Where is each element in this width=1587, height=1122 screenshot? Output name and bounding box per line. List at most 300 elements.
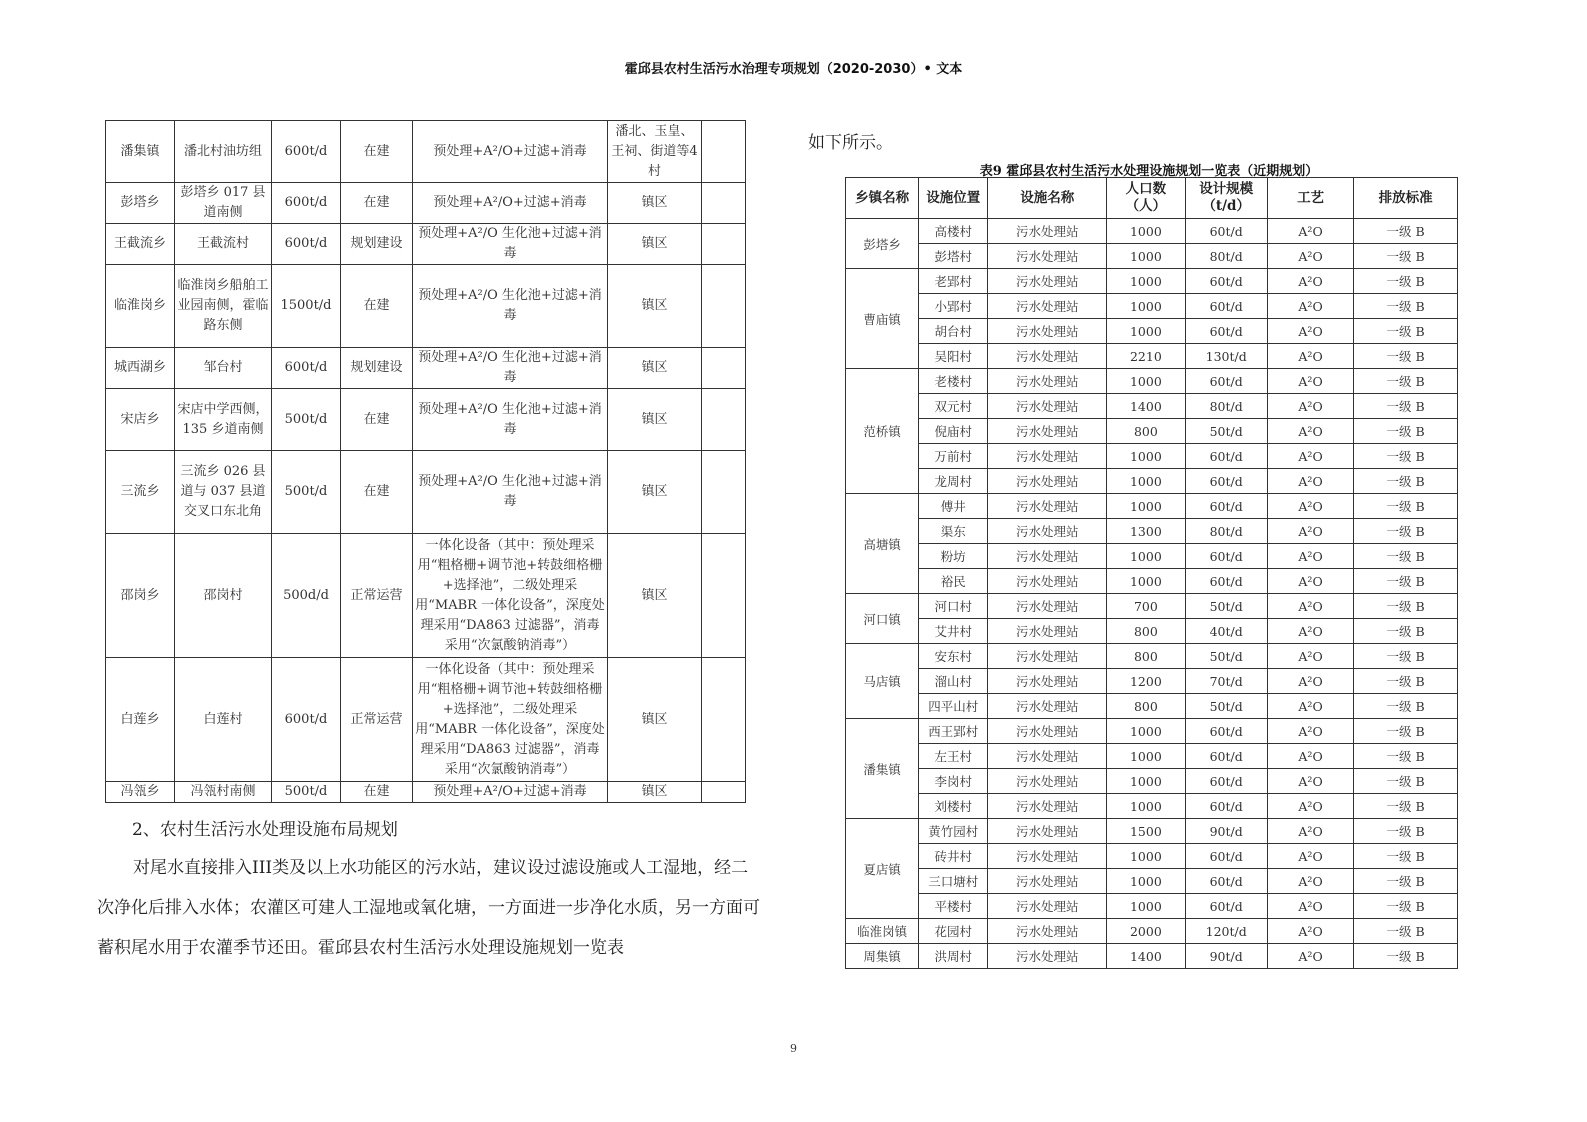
cell-capacity: 60t/d	[1185, 894, 1267, 919]
cell-population: 1000	[1107, 569, 1185, 594]
cell-process: 预处理+A²/O 生化池+过滤+消毒	[413, 265, 608, 348]
cell-facility: 污水处理站	[988, 494, 1107, 519]
cell-facility: 污水处理站	[988, 644, 1107, 669]
cell-location: 邹台村	[175, 348, 272, 389]
cell-capacity: 50t/d	[1185, 694, 1267, 719]
cell-capacity: 60t/d	[1185, 844, 1267, 869]
cell-scale: 500t/d	[272, 389, 341, 451]
cell-process: A²O	[1267, 894, 1353, 919]
cell-location: 刘楼村	[919, 794, 988, 819]
cell-town: 临淮岗乡	[106, 265, 175, 348]
body-paragraph	[97, 848, 765, 968]
cell-population: 1400	[1107, 944, 1185, 969]
table-header-row	[846, 178, 1458, 219]
cell-facility: 污水处理站	[988, 694, 1107, 719]
cell-population: 1000	[1107, 219, 1185, 244]
cell-facility: 污水处理站	[988, 794, 1107, 819]
table-row	[846, 319, 1458, 344]
cell-facility: 污水处理站	[988, 319, 1107, 344]
cell-process: 预处理+A²/O 生化池+过滤+消毒	[413, 389, 608, 451]
existing-facilities-table	[105, 120, 746, 803]
cell-blank	[702, 224, 746, 265]
cell-facility: 污水处理站	[988, 369, 1107, 394]
cell-facility: 污水处理站	[988, 344, 1107, 369]
cell-facility: 污水处理站	[988, 519, 1107, 544]
cell-town: 彭塔乡	[106, 183, 175, 224]
cell-status: 在建	[341, 782, 413, 803]
cell-location: 胡台村	[919, 319, 988, 344]
table-row	[846, 894, 1458, 919]
cell-capacity: 80t/d	[1185, 394, 1267, 419]
cell-population: 1500	[1107, 819, 1185, 844]
cell-standard: 一级 B	[1354, 944, 1458, 969]
table-row	[106, 348, 746, 389]
cell-standard: 一级 B	[1354, 344, 1458, 369]
cell-capacity: 60t/d	[1185, 444, 1267, 469]
cell-location: 万前村	[919, 444, 988, 469]
cell-status: 在建	[341, 451, 413, 534]
cell-process: A²O	[1267, 569, 1353, 594]
cell-status: 在建	[341, 265, 413, 348]
table-row	[106, 782, 746, 803]
table-row	[846, 819, 1458, 844]
cell-capacity: 60t/d	[1185, 744, 1267, 769]
cell-process: A²O	[1267, 394, 1353, 419]
cell-scale: 1500t/d	[272, 265, 341, 348]
cell-location: 小郢村	[919, 294, 988, 319]
cell-service: 镇区	[608, 389, 702, 451]
cell-population: 1000	[1107, 269, 1185, 294]
cell-location: 平楼村	[919, 894, 988, 919]
cell-standard: 一级 B	[1354, 294, 1458, 319]
cell-standard: 一级 B	[1354, 419, 1458, 444]
cell-standard: 一级 B	[1354, 494, 1458, 519]
cell-scale: 600t/d	[272, 348, 341, 389]
cell-capacity: 60t/d	[1185, 369, 1267, 394]
table-row	[846, 694, 1458, 719]
cell-location: 砖井村	[919, 844, 988, 869]
cell-standard: 一级 B	[1354, 894, 1458, 919]
cell-process: A²O	[1267, 869, 1353, 894]
cell-process: A²O	[1267, 619, 1353, 644]
cell-population: 2210	[1107, 344, 1185, 369]
table-row	[846, 344, 1458, 369]
cell-process: A²O	[1267, 269, 1353, 294]
cell-standard: 一级 B	[1354, 594, 1458, 619]
cell-facility: 污水处理站	[988, 719, 1107, 744]
cell-process: A²O	[1267, 794, 1353, 819]
cell-capacity: 60t/d	[1185, 494, 1267, 519]
cell-population: 1000	[1107, 869, 1185, 894]
cell-location: 龙周村	[919, 469, 988, 494]
cell-facility: 污水处理站	[988, 944, 1107, 969]
cell-location: 彭塔村	[919, 244, 988, 269]
table-row	[846, 569, 1458, 594]
cell-location: 粉坊	[919, 544, 988, 569]
cell-scale: 500t/d	[272, 451, 341, 534]
cell-process: A²O	[1267, 494, 1353, 519]
cell-facility: 污水处理站	[988, 294, 1107, 319]
table-row	[846, 594, 1458, 619]
cell-service: 镇区	[608, 451, 702, 534]
cell-location: 邵岗村	[175, 534, 272, 658]
cell-process: A²O	[1267, 244, 1353, 269]
cell-population: 1000	[1107, 494, 1185, 519]
cell-process: A²O	[1267, 369, 1353, 394]
cell-facility: 污水处理站	[988, 244, 1107, 269]
cell-location: 彭塔乡 017 县道南侧	[175, 183, 272, 224]
cell-standard: 一级 B	[1354, 544, 1458, 569]
cell-town: 城西湖乡	[106, 348, 175, 389]
cell-facility: 污水处理站	[988, 844, 1107, 869]
table-row	[846, 744, 1458, 769]
table-row	[846, 919, 1458, 944]
cell-capacity: 60t/d	[1185, 569, 1267, 594]
cell-location: 左王村	[919, 744, 988, 769]
cell-capacity: 50t/d	[1185, 644, 1267, 669]
cell-process: A²O	[1267, 419, 1353, 444]
cell-location: 临淮岗乡船舶工业园南侧，霍临路东侧	[175, 265, 272, 348]
intro-text: 如下所示。	[808, 133, 893, 153]
cell-town: 邵岗乡	[106, 534, 175, 658]
cell-process: 一体化设备（其中：预处理采用“粗格栅+调节池+转鼓细格栅+选择池”，二级处理采用“MABR 一体化设备”，深度处理采用“DA863 过滤器”，消毒采用“次氯酸钠消毒”）	[413, 658, 608, 782]
cell-location: 高楼村	[919, 219, 988, 244]
cell-capacity: 60t/d	[1185, 294, 1267, 319]
cell-scale: 600t/d	[272, 224, 341, 265]
cell-town: 河口镇	[846, 594, 919, 644]
cell-location: 潘北村油坊组	[175, 121, 272, 183]
cell-facility: 污水处理站	[988, 394, 1107, 419]
cell-process: A²O	[1267, 469, 1353, 494]
table-row	[106, 451, 746, 534]
table-caption: 表9 霍邱县农村生活污水处理设施规划一览表（近期规划）	[979, 164, 1319, 179]
cell-capacity: 70t/d	[1185, 669, 1267, 694]
cell-population: 1400	[1107, 394, 1185, 419]
cell-standard: 一级 B	[1354, 819, 1458, 844]
table-row	[846, 219, 1458, 244]
cell-location: 李岗村	[919, 769, 988, 794]
cell-facility: 污水处理站	[988, 419, 1107, 444]
cell-population: 700	[1107, 594, 1185, 619]
cell-scale: 600t/d	[272, 183, 341, 224]
cell-status: 规划建设	[341, 224, 413, 265]
cell-population: 1000	[1107, 469, 1185, 494]
cell-service: 镇区	[608, 658, 702, 782]
cell-population: 2000	[1107, 919, 1185, 944]
cell-standard: 一级 B	[1354, 869, 1458, 894]
table-row	[846, 644, 1458, 669]
cell-facility: 污水处理站	[988, 219, 1107, 244]
cell-location: 渠东	[919, 519, 988, 544]
cell-standard: 一级 B	[1354, 569, 1458, 594]
table-row	[106, 121, 746, 183]
cell-standard: 一级 B	[1354, 244, 1458, 269]
table-row	[846, 669, 1458, 694]
cell-capacity: 60t/d	[1185, 269, 1267, 294]
cell-town: 高塘镇	[846, 494, 919, 594]
cell-capacity: 60t/d	[1185, 219, 1267, 244]
cell-process: A²O	[1267, 719, 1353, 744]
cell-location: 宋店中学西侧，135 乡道南侧	[175, 389, 272, 451]
cell-standard: 一级 B	[1354, 519, 1458, 544]
cell-facility: 污水处理站	[988, 669, 1107, 694]
cell-location: 老郢村	[919, 269, 988, 294]
cell-process: A²O	[1267, 294, 1353, 319]
cell-standard: 一级 B	[1354, 644, 1458, 669]
cell-facility: 污水处理站	[988, 919, 1107, 944]
cell-facility: 污水处理站	[988, 744, 1107, 769]
cell-facility: 污水处理站	[988, 769, 1107, 794]
cell-process: A²O	[1267, 819, 1353, 844]
cell-location: 花园村	[919, 919, 988, 944]
cell-town: 潘集镇	[106, 121, 175, 183]
cell-facility: 污水处理站	[988, 869, 1107, 894]
cell-process: A²O	[1267, 844, 1353, 869]
cell-facility: 污水处理站	[988, 444, 1107, 469]
cell-location: 倪庙村	[919, 419, 988, 444]
cell-service: 镇区	[608, 534, 702, 658]
cell-location: 双元村	[919, 394, 988, 419]
cell-standard: 一级 B	[1354, 919, 1458, 944]
cell-facility: 污水处理站	[988, 619, 1107, 644]
cell-blank	[702, 451, 746, 534]
cell-town: 临淮岗镇	[846, 919, 919, 944]
cell-standard: 一级 B	[1354, 469, 1458, 494]
cell-status: 正常运营	[341, 534, 413, 658]
cell-process: A²O	[1267, 644, 1353, 669]
cell-capacity: 60t/d	[1185, 319, 1267, 344]
cell-location: 吴阳村	[919, 344, 988, 369]
page-number: 9	[790, 1042, 797, 1055]
cell-standard: 一级 B	[1354, 444, 1458, 469]
cell-process: A²O	[1267, 744, 1353, 769]
cell-location: 溜山村	[919, 669, 988, 694]
cell-status: 在建	[341, 121, 413, 183]
cell-location: 三口塘村	[919, 869, 988, 894]
cell-population: 1000	[1107, 544, 1185, 569]
cell-location: 西王郢村	[919, 719, 988, 744]
cell-standard: 一级 B	[1354, 269, 1458, 294]
table-row	[106, 224, 746, 265]
cell-blank	[702, 183, 746, 224]
table-row	[106, 658, 746, 782]
cell-service: 潘北、玉皇、王祠、街道等4村	[608, 121, 702, 183]
cell-town: 周集镇	[846, 944, 919, 969]
column-header: 工艺	[1267, 178, 1353, 219]
cell-process: A²O	[1267, 319, 1353, 344]
table-row	[106, 265, 746, 348]
cell-capacity: 120t/d	[1185, 919, 1267, 944]
cell-standard: 一级 B	[1354, 744, 1458, 769]
cell-process: A²O	[1267, 769, 1353, 794]
column-header: 设施名称	[988, 178, 1107, 219]
cell-capacity: 130t/d	[1185, 344, 1267, 369]
cell-capacity: 90t/d	[1185, 819, 1267, 844]
cell-blank	[702, 265, 746, 348]
cell-blank	[702, 348, 746, 389]
cell-capacity: 60t/d	[1185, 544, 1267, 569]
cell-process: 预处理+A²/O 生化池+过滤+消毒	[413, 348, 608, 389]
cell-blank	[702, 782, 746, 803]
cell-service: 镇区	[608, 224, 702, 265]
table-row	[846, 794, 1458, 819]
cell-location: 傅井	[919, 494, 988, 519]
cell-service: 镇区	[608, 265, 702, 348]
cell-capacity: 50t/d	[1185, 419, 1267, 444]
cell-process: A²O	[1267, 944, 1353, 969]
cell-process: 预处理+A²/O 生化池+过滤+消毒	[413, 451, 608, 534]
cell-population: 1000	[1107, 719, 1185, 744]
table-row	[846, 269, 1458, 294]
cell-standard: 一级 B	[1354, 719, 1458, 744]
cell-scale: 600t/d	[272, 658, 341, 782]
cell-status: 在建	[341, 389, 413, 451]
table-row	[846, 469, 1458, 494]
cell-facility: 污水处理站	[988, 569, 1107, 594]
cell-town: 冯瓴乡	[106, 782, 175, 803]
cell-standard: 一级 B	[1354, 769, 1458, 794]
cell-process: A²O	[1267, 519, 1353, 544]
cell-facility: 污水处理站	[988, 469, 1107, 494]
cell-population: 1000	[1107, 844, 1185, 869]
cell-process: A²O	[1267, 219, 1353, 244]
cell-population: 1000	[1107, 244, 1185, 269]
table-row	[846, 519, 1458, 544]
cell-population: 1000	[1107, 794, 1185, 819]
table-row	[846, 844, 1458, 869]
table-row	[846, 419, 1458, 444]
cell-location: 老楼村	[919, 369, 988, 394]
cell-blank	[702, 534, 746, 658]
cell-town: 潘集镇	[846, 719, 919, 819]
cell-facility: 污水处理站	[988, 269, 1107, 294]
cell-location: 裕民	[919, 569, 988, 594]
column-header: 乡镇名称	[846, 178, 919, 219]
table-row	[846, 244, 1458, 269]
cell-population: 1000	[1107, 294, 1185, 319]
cell-process: A²O	[1267, 544, 1353, 569]
cell-service: 镇区	[608, 782, 702, 803]
cell-blank	[702, 121, 746, 183]
cell-standard: 一级 B	[1354, 369, 1458, 394]
cell-service: 镇区	[608, 348, 702, 389]
cell-population: 1000	[1107, 369, 1185, 394]
cell-process: A²O	[1267, 594, 1353, 619]
table-row	[846, 869, 1458, 894]
cell-town: 夏店镇	[846, 819, 919, 919]
cell-service: 镇区	[608, 183, 702, 224]
cell-population: 1200	[1107, 669, 1185, 694]
cell-scale: 500t/d	[272, 782, 341, 803]
cell-process: 一体化设备（其中：预处理采用“粗格栅+调节池+转鼓细格栅+选择池”，二级处理采用“MABR 一体化设备”，深度处理采用“DA863 过滤器”，消毒采用“次氯酸钠消毒”）	[413, 534, 608, 658]
cell-process: 预处理+A²/O+过滤+消毒	[413, 782, 608, 803]
cell-facility: 污水处理站	[988, 819, 1107, 844]
cell-population: 1000	[1107, 769, 1185, 794]
cell-scale: 600t/d	[272, 121, 341, 183]
cell-facility: 污水处理站	[988, 894, 1107, 919]
cell-process: 预处理+A²/O+过滤+消毒	[413, 121, 608, 183]
cell-location: 白莲村	[175, 658, 272, 782]
cell-standard: 一级 B	[1354, 844, 1458, 869]
cell-standard: 一级 B	[1354, 319, 1458, 344]
table-row	[846, 769, 1458, 794]
cell-capacity: 40t/d	[1185, 619, 1267, 644]
table-row	[846, 719, 1458, 744]
cell-standard: 一级 B	[1354, 219, 1458, 244]
cell-town: 三流乡	[106, 451, 175, 534]
cell-population: 800	[1107, 419, 1185, 444]
cell-status: 正常运营	[341, 658, 413, 782]
cell-process: A²O	[1267, 344, 1353, 369]
cell-capacity: 60t/d	[1185, 769, 1267, 794]
cell-population: 800	[1107, 644, 1185, 669]
cell-scale: 500d/d	[272, 534, 341, 658]
body-paragraph-text: 对尾水直接排入III类及以上水功能区的污水站，建议设过滤设施或人工湿地，经二次净化后排入水体；农灌区可建人工湿地或氧化塘，一方面进一步净化水质，另一方面可蓄积尾水用于农灌季节还田。霍邱县农村生活污水处理设施规划一览表	[97, 858, 760, 958]
cell-location: 四平山村	[919, 694, 988, 719]
cell-population: 1000	[1107, 894, 1185, 919]
cell-location: 艾井村	[919, 619, 988, 644]
cell-location: 冯瓴村南侧	[175, 782, 272, 803]
cell-standard: 一级 B	[1354, 669, 1458, 694]
cell-population: 1000	[1107, 444, 1185, 469]
table-row	[846, 494, 1458, 519]
table-row	[846, 294, 1458, 319]
table-row	[846, 444, 1458, 469]
cell-process: 预处理+A²/O+过滤+消毒	[413, 183, 608, 224]
cell-location: 三流乡 026 县道与 037 县道交叉口东北角	[175, 451, 272, 534]
cell-population: 800	[1107, 694, 1185, 719]
cell-location: 安东村	[919, 644, 988, 669]
cell-location: 黄竹园村	[919, 819, 988, 844]
cell-town: 范桥镇	[846, 369, 919, 494]
cell-town: 马店镇	[846, 644, 919, 719]
section-heading: 2、农村生活污水处理设施布局规划	[132, 820, 398, 840]
column-header: 排放标准	[1354, 178, 1458, 219]
cell-blank	[702, 389, 746, 451]
cell-town: 王截流乡	[106, 224, 175, 265]
cell-blank	[702, 658, 746, 782]
cell-location: 王截流村	[175, 224, 272, 265]
cell-capacity: 50t/d	[1185, 594, 1267, 619]
cell-standard: 一级 B	[1354, 619, 1458, 644]
table-row	[846, 544, 1458, 569]
cell-facility: 污水处理站	[988, 544, 1107, 569]
document-header-title: 霍邱县农村生活污水治理专项规划（2020-2030）• 文本	[624, 62, 963, 77]
cell-town: 宋店乡	[106, 389, 175, 451]
cell-facility: 污水处理站	[988, 594, 1107, 619]
cell-location: 洪周村	[919, 944, 988, 969]
cell-process: A²O	[1267, 444, 1353, 469]
column-header: 人口数（人）	[1107, 178, 1185, 219]
cell-population: 1000	[1107, 319, 1185, 344]
table-row	[846, 619, 1458, 644]
cell-process: 预处理+A²/O 生化池+过滤+消毒	[413, 224, 608, 265]
cell-process: A²O	[1267, 919, 1353, 944]
cell-capacity: 60t/d	[1185, 869, 1267, 894]
cell-town: 曹庙镇	[846, 269, 919, 369]
cell-status: 规划建设	[341, 348, 413, 389]
cell-capacity: 60t/d	[1185, 469, 1267, 494]
cell-status: 在建	[341, 183, 413, 224]
cell-standard: 一级 B	[1354, 794, 1458, 819]
cell-population: 800	[1107, 619, 1185, 644]
cell-capacity: 60t/d	[1185, 719, 1267, 744]
cell-population: 1000	[1107, 744, 1185, 769]
cell-capacity: 80t/d	[1185, 519, 1267, 544]
cell-standard: 一级 B	[1354, 694, 1458, 719]
cell-capacity: 60t/d	[1185, 794, 1267, 819]
cell-town: 彭塔乡	[846, 219, 919, 269]
